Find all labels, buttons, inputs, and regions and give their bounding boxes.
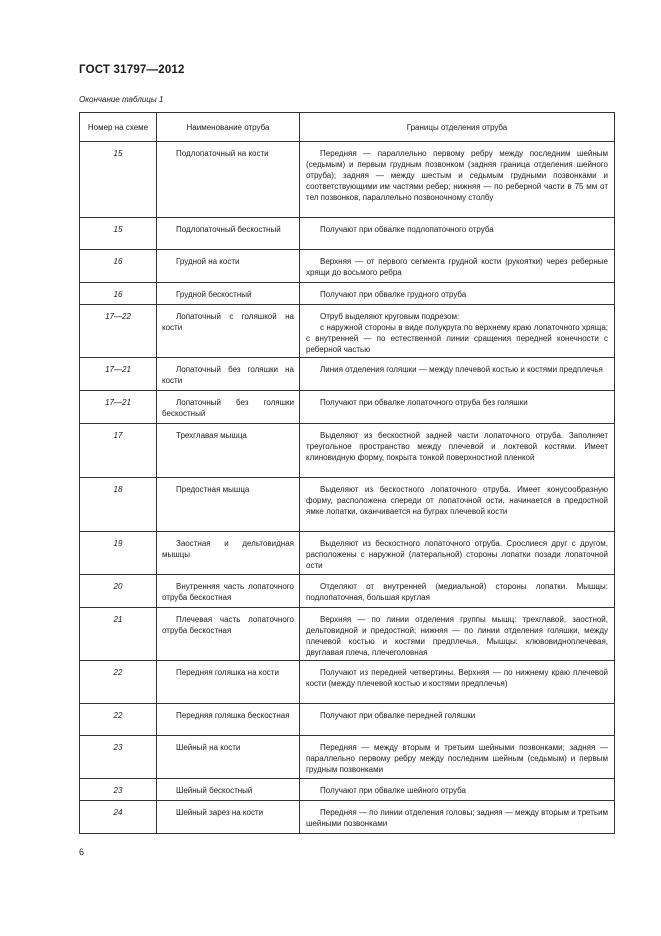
row-number: 16: [80, 250, 157, 283]
row-cut-name: Лопаточный без голяшки на кости: [162, 365, 294, 385]
row-number: 15: [80, 142, 157, 218]
row-boundaries: Линия отделения голяшки — между плечевой костью и костями предплечья: [320, 365, 603, 374]
column-header-name: Наименование отруба: [157, 113, 300, 142]
row-boundaries: Выделяют из бескостного лопаточного отруба. Срослиеся друг с другом, расположены с наружной (латеральной) стороны лопатки позади лопаточной ости: [306, 539, 608, 570]
row-number: 18: [80, 478, 157, 532]
row-cut-name: Лопаточный без голяшки бескостный: [162, 398, 294, 418]
row-boundaries: Передняя — параллельно первому ребру между последним шейным (седьмым) и первым грудным позвонком (задняя граница отделения шейного отруба); задняя — между шестым и седьмым грудными позвонками и соответствующими им частями ребер; нижняя — по реберной части в 75 мм от тел позвонков, параллельно позвоночному столбу: [306, 149, 608, 202]
row-number: 22: [80, 704, 157, 736]
row-boundaries: Получают при обвалке шейного отруба: [320, 786, 466, 795]
row-boundaries: Верхняя — от первого сегмента грудной кости (рукоятки) через реберные хрящи до восьмого ребра: [306, 257, 608, 277]
table-row: [80, 250, 615, 283]
table-row: [80, 575, 615, 608]
row-cut-name: Внутренняя часть лопаточного отруба бескостная: [162, 582, 294, 602]
row-boundaries: Получают при обвалке подлопаточного отруба: [320, 225, 494, 234]
row-cut-name: Плечевая часть лопаточного отруба бескостная: [162, 615, 294, 635]
row-number: 17: [80, 424, 157, 478]
row-number: 23: [80, 736, 157, 779]
row-cut-name: Предостная мышца: [176, 485, 250, 494]
table-row: [80, 218, 615, 250]
row-cut-name: Заостная и дельтовидная мышцы: [162, 539, 294, 559]
column-header-boundaries: Границы отделения отруба: [300, 113, 615, 142]
document-header: ГОСТ 31797—2012: [79, 64, 185, 76]
row-cut-name: Трехглавая мышца: [176, 431, 247, 440]
table-row: [80, 704, 615, 736]
row-number: 17—21: [80, 391, 157, 424]
row-number: 15: [80, 218, 157, 250]
table-row: [80, 779, 615, 801]
table-row: [80, 283, 615, 305]
row-number: 24: [80, 801, 157, 834]
row-number: 22: [80, 661, 157, 704]
row-cut-name: Шейный зарез на кости: [176, 808, 264, 817]
row-number: 19: [80, 532, 157, 575]
row-cut-name: Подлопаточный бескостный: [176, 225, 281, 234]
row-boundaries-cont: с наружной стороны в виде полукруга по верхнему краю лопаточного хряща; с внутренней — по естественной линии сращения передней конечности с реберной частью: [306, 323, 608, 354]
row-number: 20: [80, 575, 157, 608]
row-boundaries: Отделяют от внутренней (медиальной) стороны лопатки. Мышцы: подлопаточная, большая круглая: [306, 582, 608, 602]
row-boundaries: Получают при обвалке лопаточного отруба без голяшки: [320, 398, 528, 407]
table-row: [80, 358, 615, 391]
row-boundaries: Выделяют из бескостного лопаточного отруба. Имеет конусообразную форму, расположена спереди от лопаточной ости, начинается в предостной ямке лопатки, оканчивается на буграх плечевой кости: [306, 485, 608, 516]
table-header-row: [80, 113, 615, 142]
table-row: [80, 608, 615, 661]
table-row: [80, 736, 615, 779]
row-number: 17—22: [80, 305, 157, 358]
row-cut-name: Грудной на кости: [176, 257, 240, 266]
table-row: [80, 424, 615, 478]
column-header-number: Номер на схеме: [80, 113, 157, 142]
row-boundaries: Получают при обвалке передней голяшки: [320, 711, 476, 720]
row-boundaries: Выделяют из бескостной задней части лопаточного отруба. Заполняет треугольное пространство между плечевой и локтевой костями. Имеет клиновидную форму, покрыта тонкой поверхностной пленкой: [306, 431, 608, 462]
row-number: 23: [80, 779, 157, 801]
row-number: 21: [80, 608, 157, 661]
row-boundaries: Передняя — между вторым и третьим шейными позвонками; задняя — параллельно первому ребру между последним шейным (седьмым) и первым грудным позвонками: [306, 743, 608, 774]
table-row: [80, 142, 615, 218]
row-cut-name: Лопаточный с голяшкой на кости: [162, 312, 294, 332]
row-cut-name: Грудной бескостный: [176, 290, 252, 299]
row-number: 16: [80, 283, 157, 305]
table-row: [80, 391, 615, 424]
table-row: [80, 801, 615, 834]
row-boundaries: Отруб выделяют круговым подрезом:: [320, 312, 460, 321]
row-cut-name: Подлопаточный на кости: [176, 149, 269, 158]
cuts-table: [79, 112, 615, 834]
table-row: [80, 661, 615, 704]
row-cut-name: Передняя голяшка на кости: [176, 668, 279, 677]
row-cut-name: Шейный на кости: [176, 743, 241, 752]
row-boundaries: Верхняя — по линии отделения группы мышц: трехглавой, заостной, дельтовидной и предостной; нижняя — по линии отделения голяшки, между плечевой костью и костями предплечья. Мышцы: клювовидноплечевая, двуглавая плеча, плечеголовная: [306, 615, 608, 657]
table-caption: Окончание таблицы 1: [79, 95, 164, 104]
row-boundaries: Получают из передней четвертины. Верхняя — по нижнему краю плечевой кости (между плечевой костью и костями предплечья): [306, 668, 608, 688]
table-row: [80, 478, 615, 532]
table-row: [80, 532, 615, 575]
row-number: 17—21: [80, 358, 157, 391]
table-row: [80, 305, 615, 358]
page-number: 6: [79, 847, 85, 857]
table-body: [80, 142, 615, 834]
row-boundaries: Передняя — по линии отделения головы; задняя — между вторым и третьим шейными позвонками: [306, 808, 608, 828]
row-cut-name: Шейный бескостный: [176, 786, 253, 795]
row-boundaries: Получают при обвалке грудного отруба: [320, 290, 467, 299]
row-cut-name: Передняя голяшка бескостная: [176, 711, 290, 720]
